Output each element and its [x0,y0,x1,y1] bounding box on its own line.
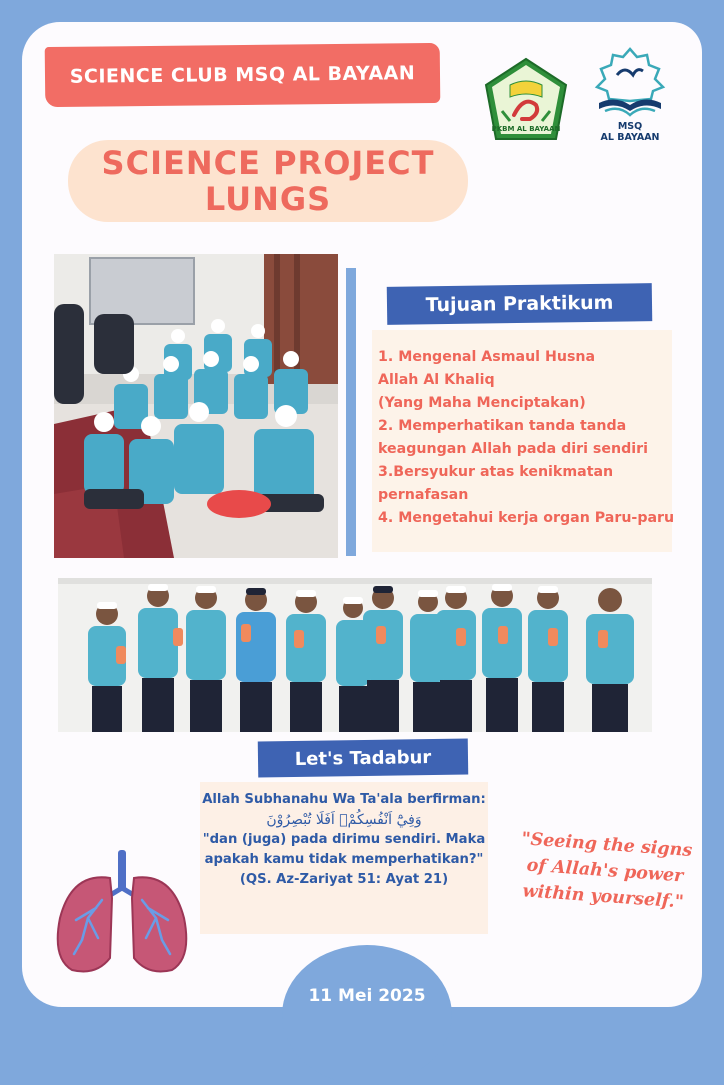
msq-logo-line1: MSQ [617,121,643,132]
tujuan-list [378,346,678,530]
tadabur-reference: (QS. Az-Zariyat 51: Ayat 21) [239,872,449,887]
pkbm-logo [480,55,572,145]
project-title-line1: SCIENCE PROJECT [101,144,435,182]
quote-line2: of Allah's power [526,855,684,887]
quote [503,825,708,917]
project-title-line2: LUNGS [204,180,332,218]
tujuan-heading [387,283,653,325]
tadabur-translation-line1: "dan (juga) pada dirimu sendiri. Maka [202,832,486,847]
tadabur-translation-line2: apakah kamu tidak memperhatikan?" [204,852,484,867]
msq-logo-line2: AL BAYAAN [600,132,660,143]
msq-logo [585,45,675,145]
tadabur-arabic-verse: وَفِيْٓ اَنْفُسِكُمْۗ اَفَلَا تُبْصِرُوْنَ [266,812,422,828]
tadabur-intro: Allah Subhanahu Wa Ta'ala berfirman: [202,792,486,807]
tujuan-line: keagungan Allah pada diri sendiri [378,441,648,457]
tadabur-heading [258,739,468,778]
tujuan-line: (Yang Maha Menciptakan) [378,395,586,411]
tujuan-line: Allah Al Khaliq [378,372,495,388]
divider-bar [346,268,356,556]
project-title [68,140,468,222]
pkbm-logo-text: PKBM AL BAYAAN [491,125,561,133]
tujuan-line: pernafasan [378,487,469,503]
date-text: 11 Mei 2025 [308,986,426,1006]
group-photo [58,578,652,732]
tujuan-line: 4. Mengetahui kerja organ Paru-paru [378,510,675,526]
club-banner [45,43,441,107]
tujuan-heading-text: Tujuan Praktikum [425,291,614,317]
club-label: SCIENCE CLUB MSQ AL BAYAAN [69,62,416,88]
tadabur-heading-text: Let's Tadabur [294,746,432,770]
date-badge [282,945,452,1085]
tujuan-line: 1. Mengenal Asmaul Husna [378,349,596,365]
quote-line1: "Seeing the signs [520,829,693,862]
tadabur-text [196,790,492,890]
lungs-icon [52,848,192,976]
quote-line3: within yourself." [521,881,685,913]
classroom-activity-photo [54,254,338,558]
tujuan-line: 2. Memperhatikan tanda tanda [378,418,627,434]
tujuan-line: 3.Bersyukur atas kenikmatan [378,464,614,480]
